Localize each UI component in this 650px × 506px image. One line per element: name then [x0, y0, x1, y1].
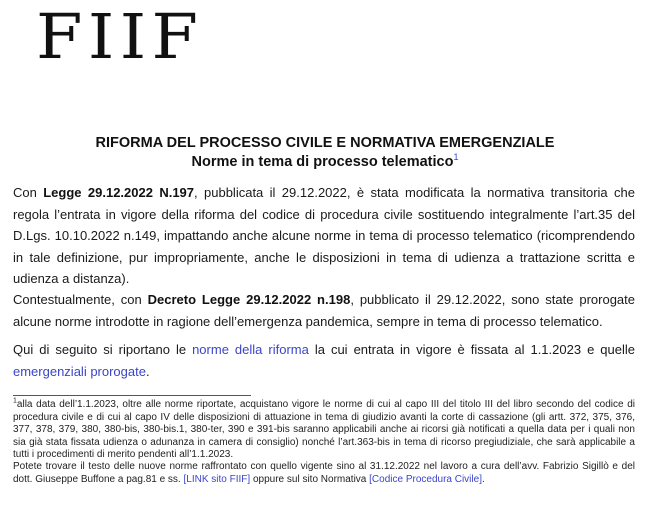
subtitle-text: Norme in tema di processo telematico — [191, 154, 454, 170]
link-sito-fiif[interactable]: [LINK sito FIIF] — [183, 473, 251, 485]
p1-text-a: Con — [13, 185, 44, 200]
paragraph-legge — [13, 182, 635, 290]
p3-text-a: Qui di seguito si riportano le — [13, 342, 193, 357]
paragraph-decreto — [13, 289, 635, 332]
footnote-text: alla data dell’1.1.2023, oltre alle norme riportate, acquistano vigore le norme di cui al capo III del titolo III del libro secondo del codice di procedura civile e di cui al capo IV delle disposizioni di attuazione in tema di giudizio avanti la corte di cassazione (gli artt. 372, 375, 376, 377, 378, 379, 380, 380-bis, 380-bis.1, 380-ter, 390 e 391-bis saranno applicabili anche ai ricorsi già notificati a quella data per i quali non sia già stata fissata udienza o adunanza in camera di consiglio) nonché l’art.363-bis in tema di ricorso pregiudiziale, che sarà applicabile a tutti i procedimenti di merito pendenti all’1.1.2023. — [13, 399, 635, 460]
footnote-marker: 1 — [13, 397, 17, 405]
p1-law-reference: Legge 29.12.2022 N.197 — [43, 185, 195, 200]
footnote-sources-text-b: oppure sul sito Normativa — [250, 473, 370, 485]
p2-decree-reference: Decreto Legge 29.12.2022 n.198 — [147, 292, 351, 307]
footnote-sources-text-c: . — [481, 473, 485, 485]
link-codice-procedura-civile[interactable]: [Codice Procedura Civile] — [369, 473, 482, 485]
footnote-reference[interactable]: 1 — [453, 152, 459, 163]
footnote-sources-text-a: Potete trovare il testo delle nuove norme raffrontato con quello vigente sino al 31.12.2022 nel lavoro a cura dell’avv. Fabrizio Sigillò e del dott. Giuseppe Buffone a pag.81 e ss. — [13, 461, 635, 485]
footnote-1 — [13, 399, 635, 462]
document-title: RIFORMA DEL PROCESSO CIVILE E NORMATIVA EMERGENZIALE — [95, 135, 555, 151]
p2-text-b: , pubblicato il 29.12.2022, sono state prorogate alcune norme introdotte in ragione dell’emergenza pandemica, sempre in tema di processo telematico. — [13, 292, 636, 329]
p3-text-c: . — [145, 363, 150, 379]
document-subtitle — [0, 154, 650, 170]
p1-text-b: , pubblicata il 29.12.2022, è stata modificata la normativa transitoria che regola l’entrata in vigore della riforma del codice di procedura civile sostituendo integralmente l’art.35 del D.Lgs. 10.10.2022 n.149, impattando anche alcune norme in tema di processo telematico (ricomprendendo in tale definizione, pur impropriamente, anche le disposizioni in tema di udienza a trattazione scritta e udienza a distanza). — [13, 185, 635, 286]
link-emergenziali-prorogate[interactable]: emergenziali prorogate — [13, 363, 146, 379]
p2-text-a: Contestualmente, con — [13, 292, 148, 307]
footnote-divider — [13, 395, 251, 396]
paragraph-links — [13, 339, 635, 382]
p3-text-b: la cui entrata in vigore è fissata al 1.1.2023 e quelle — [308, 342, 635, 357]
fiif-logo: FIIF — [36, 0, 204, 73]
link-norme-riforma[interactable]: norme della riforma — [192, 342, 309, 357]
footnote-sources — [13, 461, 635, 486]
